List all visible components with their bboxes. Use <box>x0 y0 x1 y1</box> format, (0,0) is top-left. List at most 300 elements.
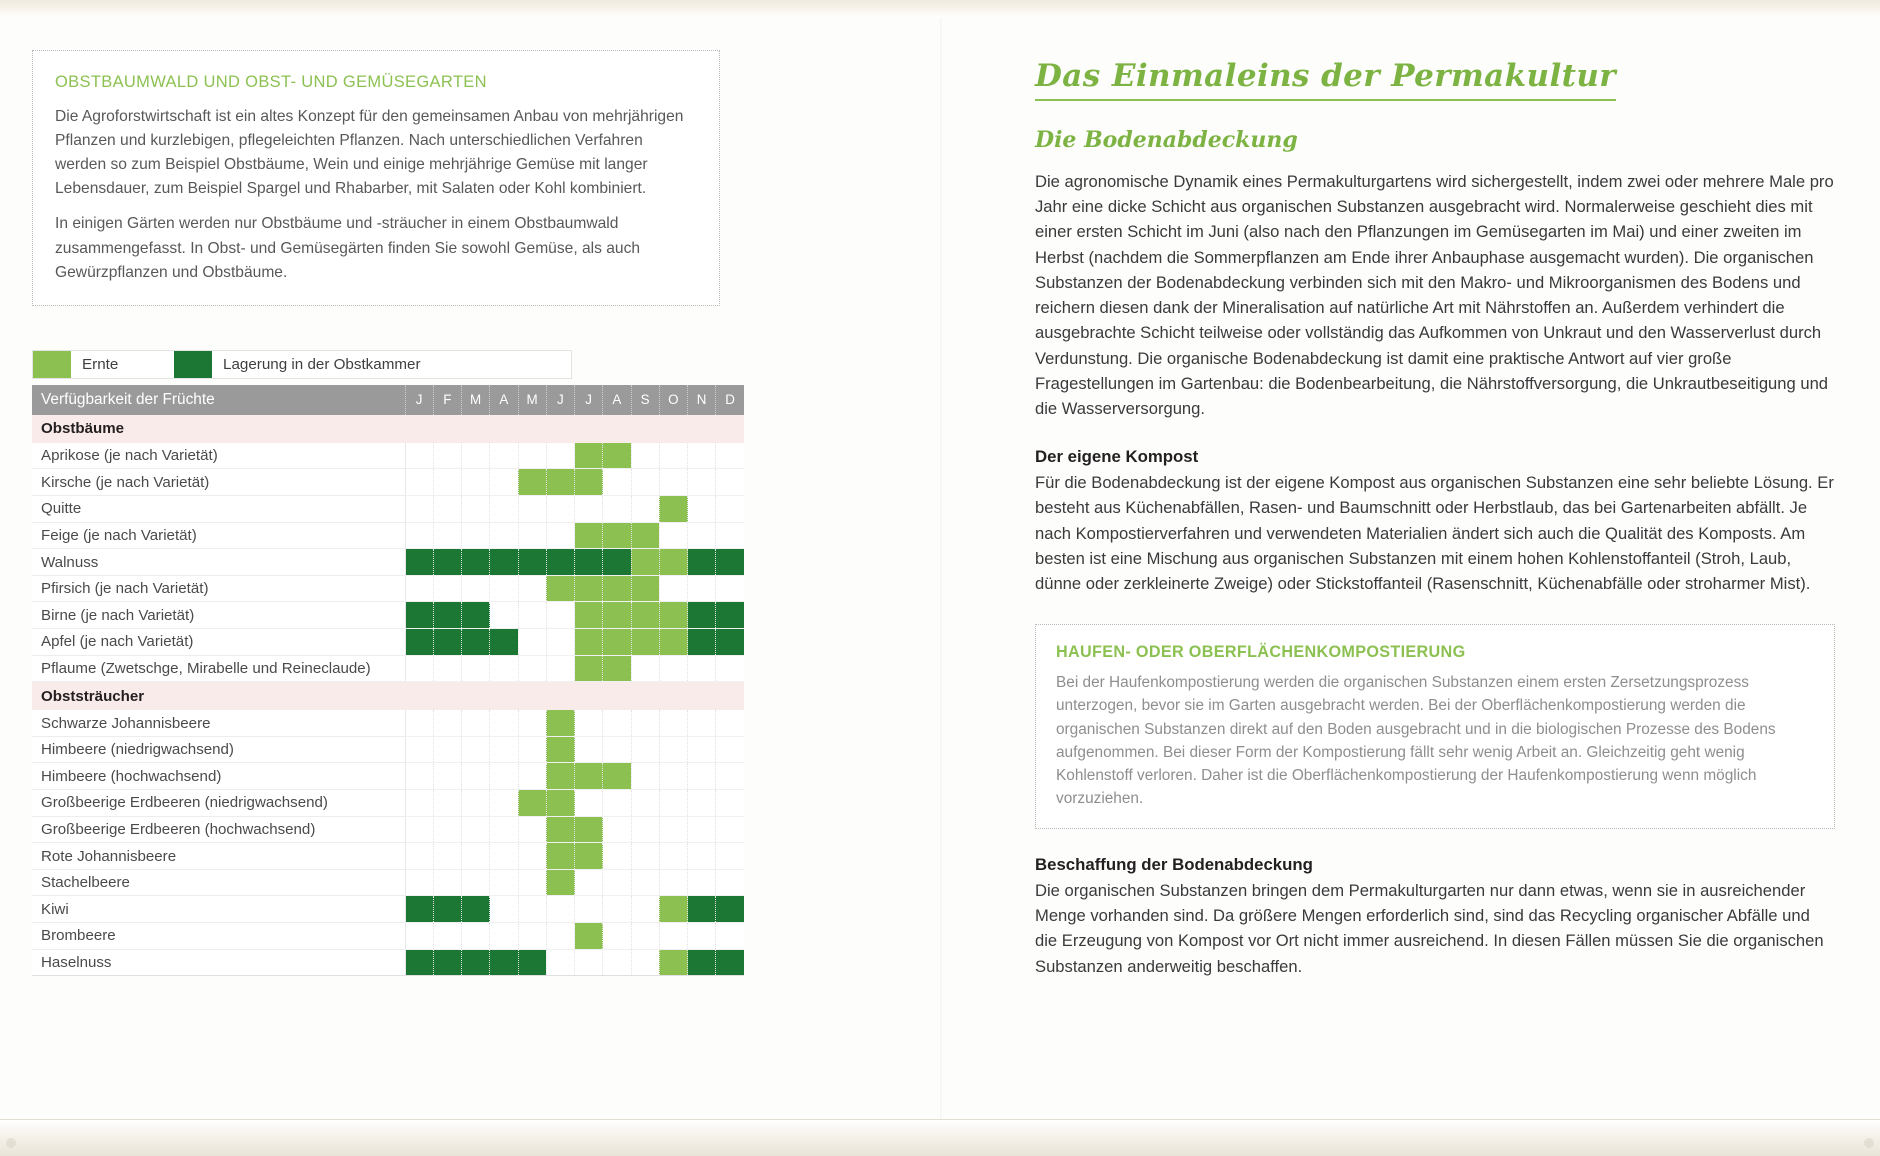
table-cell <box>688 896 716 923</box>
table-cell <box>546 655 574 682</box>
table-cell <box>490 602 518 629</box>
table-cell <box>462 710 490 736</box>
table-header-month-1: J <box>405 385 433 415</box>
table-cell <box>518 469 546 496</box>
table-cell <box>490 629 518 656</box>
table-cell <box>659 629 687 656</box>
table-cell <box>688 710 716 736</box>
table-cell <box>603 602 631 629</box>
table-cell <box>688 816 716 843</box>
table-cell <box>603 869 631 896</box>
table-cell <box>631 896 659 923</box>
table-cell <box>575 790 603 817</box>
table-cell <box>405 655 433 682</box>
page-corner-left <box>6 1138 16 1148</box>
table-cell <box>603 522 631 549</box>
table-cell <box>688 869 716 896</box>
table-row-label: Aprikose (je nach Varietät) <box>32 443 405 469</box>
table-cell <box>659 843 687 870</box>
table-cell <box>546 629 574 656</box>
table-cell <box>490 790 518 817</box>
callout-obstbaumwald <box>32 50 720 306</box>
table-cell <box>546 602 574 629</box>
table-cell <box>659 602 687 629</box>
table-cell <box>546 575 574 602</box>
table-cell <box>631 655 659 682</box>
table-cell <box>490 710 518 736</box>
table-cell <box>433 655 461 682</box>
table-cell <box>575 816 603 843</box>
table-cell <box>688 949 716 976</box>
table-row-label: Himbeere (niedrigwachsend) <box>32 736 405 763</box>
table-cell <box>631 922 659 949</box>
table-cell <box>659 763 687 790</box>
table-cell <box>716 790 744 817</box>
table-cell <box>546 949 574 976</box>
table-cell <box>462 575 490 602</box>
table-row-label: Rote Johannisbeere <box>32 843 405 870</box>
page-corner-right <box>1864 1138 1874 1148</box>
table-cell <box>546 922 574 949</box>
legend-label-harvest: Ernte <box>82 355 119 373</box>
table-cell <box>688 469 716 496</box>
table-cell <box>490 869 518 896</box>
table-row-label: Haselnuss <box>32 949 405 976</box>
table-cell <box>659 869 687 896</box>
subheading-kompost: Der eigene Kompost <box>1035 447 1199 467</box>
table-cell <box>631 602 659 629</box>
table-cell <box>631 469 659 496</box>
table-cell <box>575 843 603 870</box>
section-subtitle: Die Bodenabdeckung <box>1035 127 1298 153</box>
table-header-month-10: O <box>659 385 687 415</box>
table-cell <box>659 710 687 736</box>
table-cell <box>490 736 518 763</box>
table-cell <box>462 816 490 843</box>
table-cell <box>518 443 546 469</box>
table-cell <box>575 896 603 923</box>
table-row-label: Großbeerige Erdbeeren (niedrigwachsend) <box>32 790 405 817</box>
table-cell <box>631 869 659 896</box>
table-cell <box>716 949 744 976</box>
table-cell <box>462 949 490 976</box>
table-cell <box>659 522 687 549</box>
table-cell <box>716 469 744 496</box>
table-cell <box>546 710 574 736</box>
table-cell <box>716 710 744 736</box>
table-cell <box>490 496 518 523</box>
table-cell <box>603 710 631 736</box>
table-header-month-8: A <box>603 385 631 415</box>
table-row <box>32 443 744 469</box>
table-cell <box>575 549 603 576</box>
table-row-label: Himbeere (hochwachsend) <box>32 763 405 790</box>
table-cell <box>433 736 461 763</box>
table-cell <box>462 602 490 629</box>
note-title: HAUFEN- ODER OBERFLÄCHENKOMPOSTIERUNG <box>1056 643 1466 662</box>
table-cell <box>490 549 518 576</box>
table-cell <box>462 869 490 896</box>
table-cell <box>659 790 687 817</box>
table-cell <box>659 816 687 843</box>
table-cell <box>405 843 433 870</box>
table-header-month-7: J <box>575 385 603 415</box>
table-cell <box>518 602 546 629</box>
left-page-content <box>32 50 912 976</box>
table-cell <box>433 549 461 576</box>
table-cell <box>688 522 716 549</box>
table-cell <box>405 575 433 602</box>
table-row <box>32 629 744 656</box>
table-cell <box>518 575 546 602</box>
table-cell <box>575 869 603 896</box>
table-header-month-6: J <box>546 385 574 415</box>
table-cell <box>405 496 433 523</box>
table-cell <box>603 549 631 576</box>
table-cell <box>716 575 744 602</box>
table-cell <box>688 763 716 790</box>
table-cell <box>631 736 659 763</box>
table-cell <box>631 816 659 843</box>
table-cell <box>716 763 744 790</box>
table-row <box>32 710 744 736</box>
table-cell <box>405 469 433 496</box>
table-cell <box>518 549 546 576</box>
table-row <box>32 736 744 763</box>
table-cell <box>546 763 574 790</box>
table-cell <box>716 443 744 469</box>
table-legend <box>32 350 572 379</box>
table-cell <box>603 443 631 469</box>
table-cell <box>688 496 716 523</box>
table-cell <box>546 496 574 523</box>
table-cell <box>631 629 659 656</box>
table-head <box>32 385 744 415</box>
table-cell <box>518 496 546 523</box>
table-row <box>32 896 744 923</box>
table-cell <box>546 896 574 923</box>
page-title: Das Einmaleins der Permakultur <box>1035 58 1616 101</box>
table-row-label: Großbeerige Erdbeeren (hochwachsend) <box>32 816 405 843</box>
table-cell <box>575 469 603 496</box>
table-cell <box>688 549 716 576</box>
table-cell <box>575 710 603 736</box>
table-cell <box>405 949 433 976</box>
table-cell <box>716 896 744 923</box>
table-cell <box>716 736 744 763</box>
table-row <box>32 790 744 817</box>
table-row <box>32 522 744 549</box>
table-cell <box>462 496 490 523</box>
table-cell <box>462 629 490 656</box>
table-cell <box>433 896 461 923</box>
table-cell <box>405 602 433 629</box>
table-cell <box>490 922 518 949</box>
table-cell <box>462 736 490 763</box>
table-cell <box>433 575 461 602</box>
table-cell <box>405 763 433 790</box>
table-cell <box>575 763 603 790</box>
table-cell <box>603 790 631 817</box>
table-cell <box>659 896 687 923</box>
table-row <box>32 843 744 870</box>
table-cell <box>462 549 490 576</box>
table-cell <box>462 790 490 817</box>
table-cell <box>518 629 546 656</box>
callout-title: OBSTBAUMWALD UND OBST- UND GEMÜSEGARTEN <box>55 73 487 91</box>
table-header-month-12: D <box>716 385 744 415</box>
body-paragraph-3: Die organischen Substanzen bringen dem Permakulturgarten nur dann etwas, wenn sie in ausreichender Menge vorhanden sind. Da größere Mengen erforderlich sind, sind das Recycling organischer Abfälle und die Erzeugung von Kompost vor Ort nicht immer ausreichend. In diesen Fällen müssen Sie die organischen Substanzen anderweitig beschaffen. <box>1035 880 1824 976</box>
table-cell <box>405 549 433 576</box>
table-cell <box>603 736 631 763</box>
table-cell <box>575 629 603 656</box>
table-cell <box>546 869 574 896</box>
table-cell <box>433 763 461 790</box>
table-cell <box>433 522 461 549</box>
table-cell <box>603 949 631 976</box>
table-row <box>32 549 744 576</box>
table-cell <box>603 896 631 923</box>
table-cell <box>659 443 687 469</box>
table-cell <box>716 629 744 656</box>
table-cell <box>716 522 744 549</box>
table-cell <box>490 522 518 549</box>
table-cell <box>433 469 461 496</box>
table-cell <box>603 763 631 790</box>
table-cell <box>631 575 659 602</box>
table-cell <box>716 922 744 949</box>
table-cell <box>575 496 603 523</box>
right-page-content <box>1035 58 1835 979</box>
legend-label-storage: Lagerung in der Obstkammer <box>223 355 421 373</box>
table-header-month-5: M <box>518 385 546 415</box>
table-row-label: Walnuss <box>32 549 405 576</box>
table-cell <box>631 790 659 817</box>
note-text: Bei der Haufenkompostierung werden die organischen Substanzen einem ersten Zersetzungsprozess unterzogen, bevor sie im Garten ausgebracht werden. Bei der Oberflächenkompostierung werden die organischen Substanzen direkt auf den Boden ausgebracht und in die biologischen Prozesse des Bodens aufgenommen. Bei dieser Form der Kompostierung fällt sehr wenig Arbeit an. Gleichzeitig geht wenig Kohlenstoff verloren. Daher ist die Oberflächenkompostierung der Haufenkompostierung wenn möglich vorzuziehen. <box>1056 674 1776 807</box>
table-row-label: Pfirsich (je nach Varietät) <box>32 575 405 602</box>
table-cell <box>518 790 546 817</box>
table-section-row <box>32 682 744 711</box>
table-cell <box>405 816 433 843</box>
table-row <box>32 602 744 629</box>
fruit-availability-table <box>32 385 744 976</box>
table-cell <box>490 816 518 843</box>
table-cell <box>688 443 716 469</box>
table-cell <box>433 869 461 896</box>
page-top-edge <box>0 0 1880 18</box>
table-header-name: Verfügbarkeit der Früchte <box>32 385 405 415</box>
table-section-label: Obstbäume <box>32 415 744 443</box>
table-row <box>32 575 744 602</box>
table-cell <box>490 949 518 976</box>
table-cell <box>659 549 687 576</box>
table-cell <box>575 655 603 682</box>
table-cell <box>688 655 716 682</box>
table-cell <box>659 736 687 763</box>
table-cell <box>716 655 744 682</box>
table-cell <box>490 443 518 469</box>
table-cell <box>575 443 603 469</box>
table-row-label: Feige (je nach Varietät) <box>32 522 405 549</box>
table-cell <box>603 496 631 523</box>
table-cell <box>688 575 716 602</box>
table-cell <box>518 710 546 736</box>
table-cell <box>518 655 546 682</box>
table-cell <box>490 843 518 870</box>
table-cell <box>405 443 433 469</box>
table-cell <box>518 522 546 549</box>
table-cell <box>631 443 659 469</box>
table-row <box>32 763 744 790</box>
table-cell <box>575 736 603 763</box>
table-cell <box>433 922 461 949</box>
table-cell <box>405 522 433 549</box>
table-header-row <box>32 385 744 415</box>
table-header-month-11: N <box>688 385 716 415</box>
table-row-label: Schwarze Johannisbeere <box>32 710 405 736</box>
table-row <box>32 496 744 523</box>
table-cell <box>405 629 433 656</box>
table-cell <box>659 575 687 602</box>
table-row <box>32 949 744 976</box>
table-cell <box>490 896 518 923</box>
table-cell <box>546 522 574 549</box>
table-cell <box>603 816 631 843</box>
page-gutter <box>940 18 942 1120</box>
table-cell <box>433 496 461 523</box>
table-row <box>32 816 744 843</box>
legend-swatch-harvest <box>33 351 71 378</box>
table-row-label: Birne (je nach Varietät) <box>32 602 405 629</box>
table-header-month-2: F <box>433 385 461 415</box>
table-cell <box>575 922 603 949</box>
table-cell <box>575 575 603 602</box>
table-cell <box>631 763 659 790</box>
subheading-beschaffung: Beschaffung der Bodenabdeckung <box>1035 854 1313 874</box>
table-cell <box>659 655 687 682</box>
table-row <box>32 655 744 682</box>
table-cell <box>575 602 603 629</box>
table-row <box>32 469 744 496</box>
table-cell <box>518 869 546 896</box>
table-section-label: Obststräucher <box>32 682 744 711</box>
table-cell <box>716 549 744 576</box>
table-cell <box>546 469 574 496</box>
table-cell <box>716 869 744 896</box>
note-box-kompostierung <box>1035 624 1835 829</box>
table-cell <box>716 496 744 523</box>
table-cell <box>546 790 574 817</box>
table-cell <box>688 602 716 629</box>
table-cell <box>659 949 687 976</box>
table-cell <box>462 763 490 790</box>
table-cell <box>433 843 461 870</box>
table-cell <box>490 763 518 790</box>
callout-paragraph-2: In einigen Gärten werden nur Obstbäume und -sträucher in einem Obstbaumwald zusammengefasst. In Obst- und Gemüsegärten finden Sie sowohl Gemüse, als auch Gewürzpflanzen und Obstbäume. <box>55 215 641 281</box>
table-cell <box>659 469 687 496</box>
table-cell <box>490 655 518 682</box>
table-cell <box>405 896 433 923</box>
table-cell <box>518 896 546 923</box>
table-cell <box>462 843 490 870</box>
table-cell <box>462 443 490 469</box>
table-cell <box>405 736 433 763</box>
table-cell <box>462 522 490 549</box>
table-body <box>32 415 744 976</box>
table-cell <box>518 763 546 790</box>
table-cell <box>688 629 716 656</box>
page-bottom-edge <box>0 1119 1880 1156</box>
table-cell <box>631 549 659 576</box>
body-paragraph-2: Für die Bodenabdeckung ist der eigene Kompost aus organischen Substanzen eine sehr beliebte Lösung. Er besteht aus Küchenabfällen, Rasen- und Baumschnitt oder Herbstlaub, das bei Gartenarbeiten abfällt. Je nach Kompostierverfahren und verwendeten Materialien ändert sich auch die Qualität des Komposts. Am besten ist eine Mischung aus organischen Substanzen mit einem hohen Kohlenstoffanteil (Stroh, Laub, dünne oder zerkleinerte Zweige) oder Stickstoffanteil (Rasenschnitt, Küchenabfälle oder stroharmer Mist). <box>1035 473 1834 594</box>
table-cell <box>603 843 631 870</box>
table-cell <box>631 843 659 870</box>
table-cell <box>433 710 461 736</box>
table-cell <box>433 602 461 629</box>
table-cell <box>462 655 490 682</box>
table-cell <box>518 736 546 763</box>
table-row <box>32 869 744 896</box>
table-cell <box>659 496 687 523</box>
table-row-label: Kirsche (je nach Varietät) <box>32 469 405 496</box>
legend-swatch-storage <box>174 351 212 378</box>
table-cell <box>546 843 574 870</box>
table-header-month-3: M <box>462 385 490 415</box>
table-row <box>32 922 744 949</box>
table-row-label: Stachelbeere <box>32 869 405 896</box>
table-cell <box>518 949 546 976</box>
table-cell <box>603 469 631 496</box>
table-cell <box>631 496 659 523</box>
table-cell <box>716 843 744 870</box>
table-cell <box>546 443 574 469</box>
table-cell <box>462 922 490 949</box>
table-row-label: Apfel (je nach Varietät) <box>32 629 405 656</box>
table-cell <box>688 922 716 949</box>
table-header-month-9: S <box>631 385 659 415</box>
callout-paragraph-1: Die Agroforstwirtschaft ist ein altes Konzept für den gemeinsamen Anbau von mehrjährigen Pflanzen und kurzlebigen, pflegeleichten Pflanzen. Nach unterschiedlichen Verfahren werden so zum Beispiel Obstbäume, Wein und einige mehrjährige Gemüse mit langer Lebensdauer, zum Beispiel Spargel und Rhabarber, mit Salaten oder Kohl kombiniert. <box>55 107 684 198</box>
table-cell <box>546 549 574 576</box>
table-cell <box>433 629 461 656</box>
table-cell <box>490 575 518 602</box>
table-cell <box>631 949 659 976</box>
table-cell <box>433 949 461 976</box>
table-cell <box>659 922 687 949</box>
table-cell <box>405 710 433 736</box>
table-cell <box>603 655 631 682</box>
table-cell <box>603 575 631 602</box>
table-cell <box>631 710 659 736</box>
table-cell <box>575 949 603 976</box>
table-cell <box>546 816 574 843</box>
table-cell <box>518 843 546 870</box>
table-header-month-4: A <box>490 385 518 415</box>
table-cell <box>518 816 546 843</box>
table-cell <box>405 869 433 896</box>
table-cell <box>462 896 490 923</box>
table-cell <box>716 602 744 629</box>
body-paragraph-1: Die agronomische Dynamik eines Permakulturgartens wird sichergestellt, indem zwei oder mehrere Male pro Jahr eine dicke Schicht aus organischen Substanzen ausgebracht wird. Normalerweise geschieht dies mit einer ersten Schicht im Juni (also nach den Pflanzungen im Gemüsegarten im Mai) und einer zweiten im Herbst (nachdem die Sommerpflanzen am Ende ihrer Anbauphase ausgemacht wurden). Die organischen Substanzen der Bodenabdeckung verbinden sich mit den Makro- und Mikroorganismen des Bodens und reichern diesen dank der Mineralisation auf natürliche Art mit Nährstoffen an. Außerdem verhindert die ausgebrachte Schicht teilweise oder vollständig das Aufkommen von Unkraut und den Wasserverlust durch Verdunstung. Die organische Bodenabdeckung ist damit eine praktische Antwort auf vier große Fragestellungen im Gartenbau: die Bodenbearbeitung, die Nährstoffversorgung, die Unkrautbeseitigung und die Wasserversorgung. <box>1035 172 1834 418</box>
table-cell <box>433 816 461 843</box>
table-cell <box>631 522 659 549</box>
table-cell <box>490 469 518 496</box>
table-cell <box>462 469 490 496</box>
table-cell <box>518 922 546 949</box>
table-cell <box>603 922 631 949</box>
table-row-label: Brombeere <box>32 922 405 949</box>
table-section-row <box>32 415 744 443</box>
table-cell <box>546 736 574 763</box>
